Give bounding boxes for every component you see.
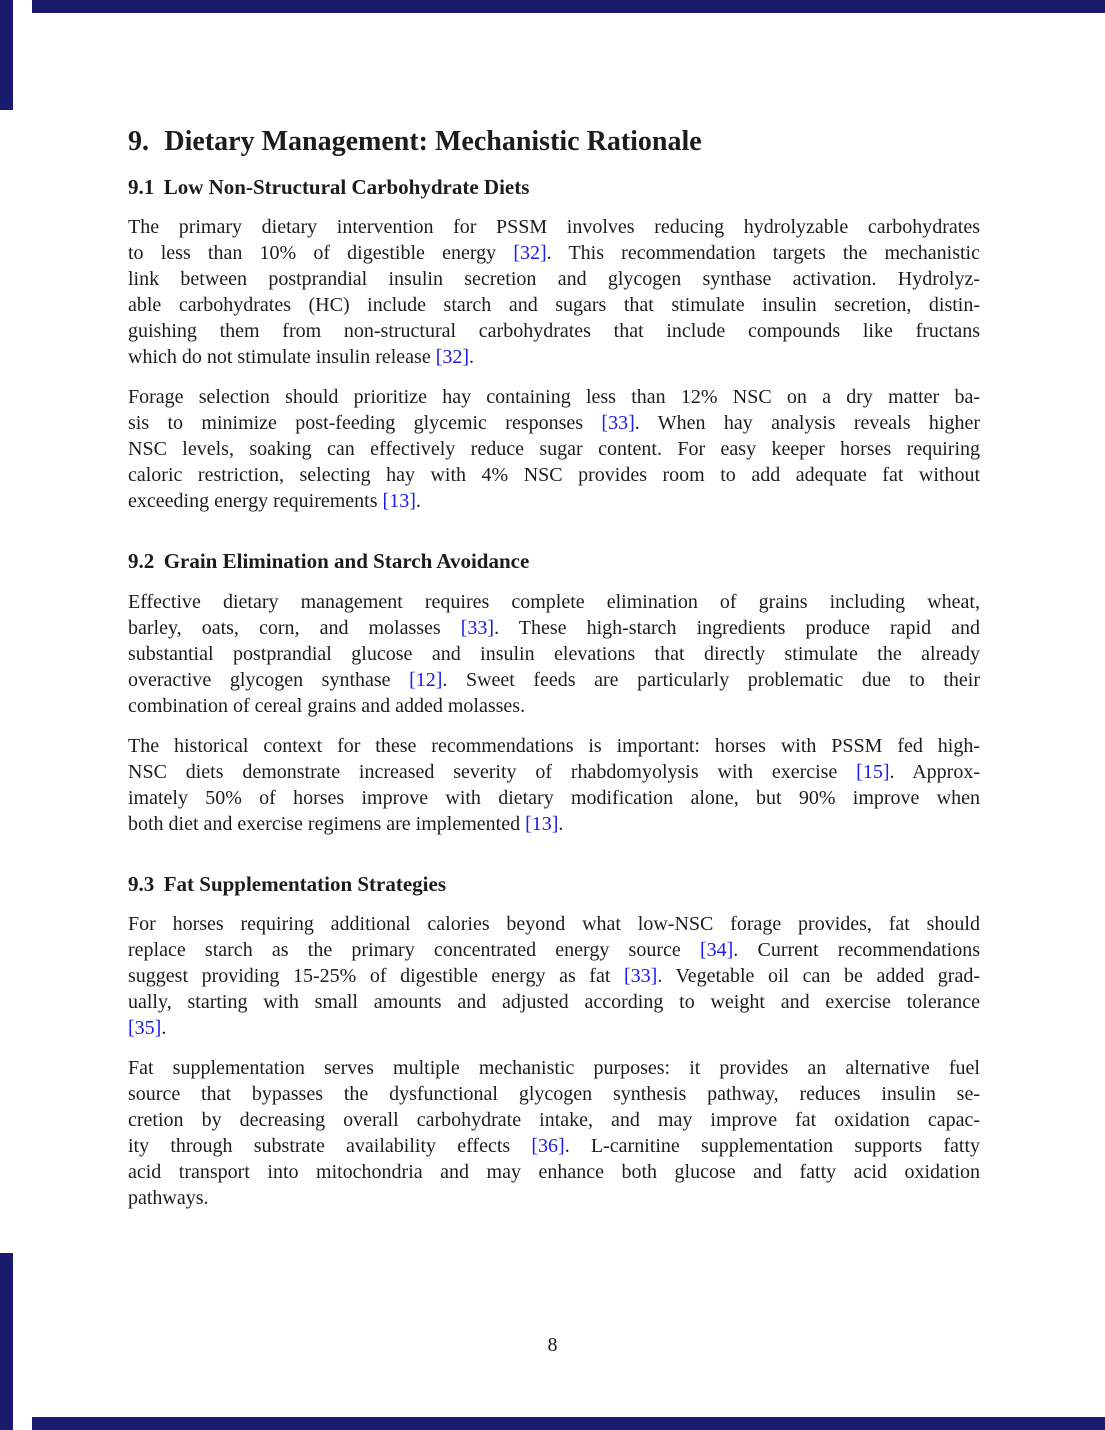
subsection-number: 9.1 xyxy=(128,175,155,200)
text-line: Forage selection should prioritize hay containing less than 12% NSC on a dry matter ba- xyxy=(128,386,980,409)
subsection-number: 9.3 xyxy=(128,871,155,896)
text-line: overactive glycogen synthase [12]. Sweet feeds are particularly problematic due to their xyxy=(128,668,980,691)
citation-link[interactable]: [12] xyxy=(409,668,443,691)
citation-link[interactable]: [15] xyxy=(856,760,890,783)
citation-link[interactable]: [33] xyxy=(601,412,635,435)
text-line: barley, oats, corn, and molasses [33]. These high-starch ingredients produce rapid and xyxy=(128,616,980,639)
section-number: 9. xyxy=(128,126,149,157)
citation-link[interactable]: [35] xyxy=(128,1016,162,1039)
text-line: NSC levels, soaking can effectively reduce sugar content. For easy keeper horses requiring xyxy=(128,438,980,461)
subsection-title: Low Non-Structural Carbohydrate Diets xyxy=(163,175,530,200)
text-line: For horses requiring additional calories beyond what low-NSC forage provides, fat should xyxy=(128,912,980,935)
text-line: pathways. xyxy=(128,1186,209,1209)
text-line: cretion by decreasing overall carbohydrate intake, and may improve fat oxidation capac- xyxy=(128,1108,980,1131)
subsection-number: 9.2 xyxy=(128,549,155,574)
citation-link[interactable]: [36] xyxy=(531,1134,565,1157)
document-body xyxy=(128,0,980,1211)
text-line: NSC diets demonstrate increased severity of rhabdomyolysis with exercise [15]. Approx- xyxy=(128,760,980,783)
paragraph xyxy=(128,733,980,837)
text-line: sis to minimize post-feeding glycemic responses [33]. When hay analysis reveals higher xyxy=(128,412,980,435)
section-heading xyxy=(128,0,980,158)
text-line: substantial postprandial glucose and insulin elevations that directly stimulate the already xyxy=(128,642,980,665)
page-number: 8 xyxy=(547,1334,558,1356)
text-line: to less than 10% of digestible energy [32]. This recommendation targets the mechanistic xyxy=(128,242,980,265)
text-line: [35]. xyxy=(128,1016,167,1039)
paragraph xyxy=(128,214,980,370)
left-top-edge-bar xyxy=(0,0,13,110)
subsection-heading xyxy=(128,871,980,897)
text-line: Fat supplementation serves multiple mechanistic purposes: it provides an alternative fuel xyxy=(128,1056,980,1079)
text-line: caloric restriction, selecting hay with 4% NSC provides room to add adequate fat without xyxy=(128,464,980,487)
text-line: exceeding energy requirements [13]. xyxy=(128,490,421,513)
citation-link[interactable]: [33] xyxy=(624,964,658,987)
paragraph xyxy=(128,1055,980,1211)
text-line: source that bypasses the dysfunctional glycogen synthesis pathway, reduces insulin se- xyxy=(128,1082,980,1105)
text-line: able carbohydrates (HC) include starch and sugars that stimulate insulin secretion, distin- xyxy=(128,294,980,317)
citation-link[interactable]: [32] xyxy=(435,346,470,369)
subsections-container xyxy=(128,174,980,1211)
text-line: guishing them from non-structural carbohydrates that include compounds like fructans xyxy=(128,320,980,343)
text-line: both diet and exercise regimens are implemented [13]. xyxy=(128,812,564,835)
section-title: Dietary Management: Mechanistic Rationale xyxy=(164,126,702,157)
text-line: which do not stimulate insulin release [32]. xyxy=(128,346,475,369)
text-line: The historical context for these recommendations is important: horses with PSSM fed high- xyxy=(128,734,980,757)
subsection-heading xyxy=(128,174,980,200)
text-line: combination of cereal grains and added molasses. xyxy=(128,694,526,717)
text-line: ually, starting with small amounts and adjusted according to weight and exercise tolerance xyxy=(128,990,980,1013)
text-line: The primary dietary intervention for PSSM involves reducing hydrolyzable carbohydrates xyxy=(128,216,980,239)
bottom-edge-bar xyxy=(32,1417,1105,1430)
subsection-heading xyxy=(128,548,980,574)
text-line: Effective dietary management requires complete elimination of grains including wheat, xyxy=(128,590,980,613)
paragraph xyxy=(128,589,980,719)
text-line: suggest providing 15-25% of digestible energy as fat [33]. Vegetable oil can be added grad- xyxy=(128,964,981,987)
citation-link[interactable]: [13] xyxy=(525,812,559,835)
text-line: imately 50% of horses improve with dietary modification alone, but 90% improve when xyxy=(128,786,980,809)
citation-link[interactable]: [32] xyxy=(513,242,547,265)
citation-link[interactable]: [34] xyxy=(699,938,734,961)
text-line: link between postprandial insulin secretion and glycogen synthase activation. Hydrolyz- xyxy=(128,268,980,291)
text-line: acid transport into mitochondria and may enhance both glucose and fatty acid oxidation xyxy=(128,1160,980,1183)
citation-link[interactable]: [33] xyxy=(460,616,495,639)
citation-link[interactable]: [13] xyxy=(382,490,416,513)
subsection-title: Grain Elimination and Starch Avoidance xyxy=(163,549,530,574)
paragraph xyxy=(128,911,980,1041)
paragraph xyxy=(128,384,980,514)
text-line: replace starch as the primary concentrated energy source [34]. Current recommendations xyxy=(128,938,980,961)
text-line: ity through substrate availability effects [36]. L-carnitine supplementation supports fatty xyxy=(128,1134,981,1157)
subsection-title: Fat Supplementation Strategies xyxy=(163,871,447,896)
